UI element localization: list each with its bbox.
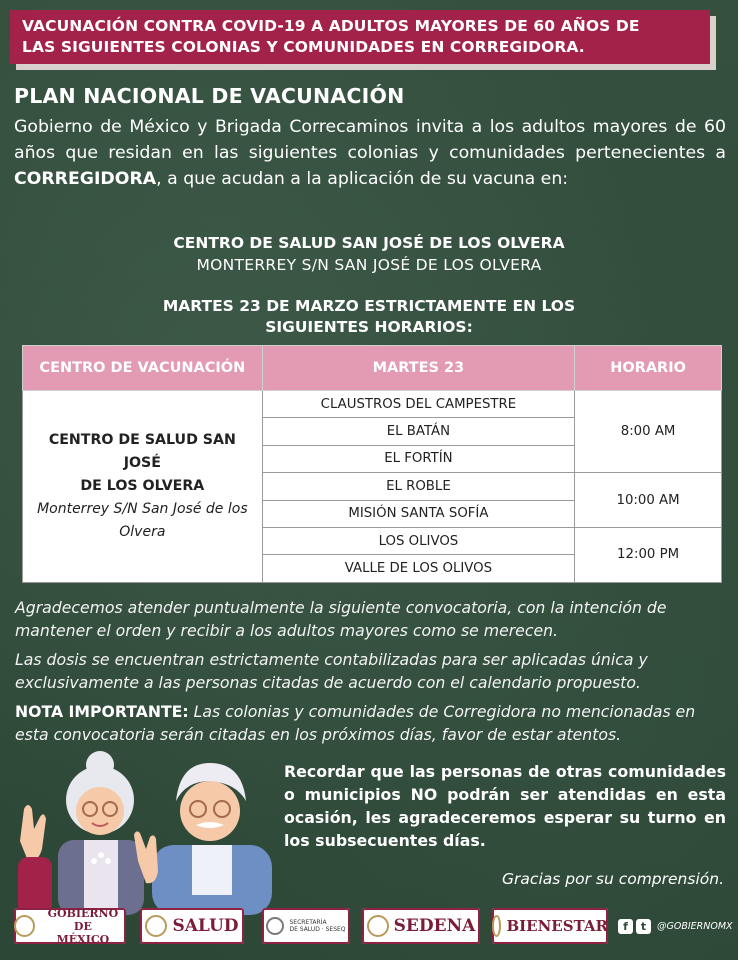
community-cell: EL BATÁN (262, 418, 574, 445)
banner-line-2: LAS SIGUIENTES COLONIAS Y COMUNIDADES EN CORREGIDORA. (22, 38, 585, 56)
reminder-paragraph: Recordar que las personas de otras comunidades o municipios NO podrán ser atendidas en esta ocasión, les agradeceremos esperar su turno en los subsecuentes días. (284, 762, 726, 850)
social-links (618, 919, 733, 934)
community-cell: LOS OLIVOS (262, 527, 574, 554)
bienestar-logo-text: BIENESTAR (506, 917, 608, 935)
center-cell-name-2: DE LOS OLVERA (80, 477, 205, 494)
twitter-icon[interactable]: t (636, 919, 651, 934)
eagle-seal-icon (14, 915, 35, 937)
social-handle[interactable]: @GOBIERNOMX (657, 921, 733, 932)
note-paragraph (15, 700, 727, 746)
gob-logo-line-2: MÉXICO (56, 932, 110, 946)
community-cell: VALLE DE LOS OLIVOS (262, 555, 574, 582)
center-name: CENTRO DE SALUD SAN JOSÉ DE LOS OLVERA (173, 234, 565, 252)
community-cell: EL ROBLE (262, 473, 574, 500)
table-row (23, 391, 722, 418)
date-heading-line-1: MARTES 23 DE MARZO ESTRICTAMENTE EN LOS (162, 297, 576, 315)
gobierno-de-mexico-logo (14, 908, 126, 944)
note-label: NOTA IMPORTANTE: (15, 702, 189, 721)
thanks-paragraph: Agradecemos atender puntualmente la siguiente convocatoria, con la intención de mantener el orden y recibir a los adultos mayores como se merecen. (15, 598, 667, 640)
doses-paragraph: Las dosis se encuentran estrictamente contabilizadas para ser aplicadas única y exclusivamente a las personas citadas de acuerdo con el calendario propuesto. (15, 650, 648, 692)
intro-text-before: Gobierno de México y Brigada Correcaminos invita a los adultos mayores de 60 años que residan en las siguientes colonias y comunidades pertenecientes a (14, 117, 726, 163)
closing-thanks: Gracias por su comprensión. (502, 870, 724, 888)
table-header-row (23, 346, 722, 391)
time-cell: 10:00 AM (575, 473, 722, 528)
facebook-icon[interactable]: f (618, 919, 633, 934)
schedule-table (22, 345, 722, 583)
center-cell (23, 391, 263, 583)
center-cell-address-1: Monterrey S/N San José de los (37, 500, 248, 517)
community-cell: MISIÓN SANTA SOFÍA (262, 500, 574, 527)
center-cell-name-1: CENTRO DE SALUD SAN JOSÉ (48, 431, 236, 471)
date-heading-line-2: SIGUIENTES HORARIOS: (265, 318, 473, 336)
eagle-seal-icon (367, 915, 389, 937)
salud-logo-text: SALUD (172, 916, 239, 936)
intro-text-after: , a que acudan a la aplicación de su vacuna en: (156, 169, 569, 189)
header-day: MARTES 23 (262, 346, 574, 391)
grandmother-figure (18, 751, 144, 915)
time-cell: 8:00 AM (575, 391, 722, 473)
intro-bold-municipality: CORREGIDORA (14, 169, 157, 189)
sedena-logo-text: SEDENA (393, 916, 476, 936)
seseq-logo (262, 908, 350, 944)
header-time: HORARIO (575, 346, 722, 391)
grandfather-figure (134, 763, 272, 915)
intro-paragraph (14, 114, 726, 192)
salud-logo (140, 908, 244, 944)
eagle-seal-icon (145, 915, 167, 937)
time-cell: 12:00 PM (575, 527, 722, 582)
seseq-logo-line-1: SECRETARÍA (289, 919, 327, 926)
elderly-couple-illustration (10, 745, 290, 915)
title-banner (10, 10, 710, 64)
footer-logos (0, 905, 738, 960)
header-center: CENTRO DE VACUNACIÓN (23, 346, 263, 391)
sedena-logo (362, 908, 480, 944)
eagle-seal-icon (492, 915, 501, 937)
seseq-logo-line-2: DE SALUD · SESEQ (289, 926, 346, 933)
gob-logo-line-1: GOBIERNO DE (47, 906, 119, 933)
bienestar-logo (492, 908, 608, 944)
community-cell: CLAUSTROS DEL CAMPESTRE (262, 391, 574, 418)
banner-line-1: VACUNACIÓN CONTRA COVID-19 A ADULTOS MAYORES DE 60 AÑOS DE (22, 17, 640, 35)
date-heading (0, 296, 738, 338)
community-cell: EL FORTÍN (262, 445, 574, 472)
queretaro-seal-icon (266, 917, 284, 935)
note-text: Las colonias y comunidades de Corregidora no mencionadas en esta convocatoria serán citadas en los próximos días, favor de estar atentos. (15, 702, 696, 744)
center-cell-address-2: Olvera (119, 523, 166, 540)
center-address: MONTERREY S/N SAN JOSÉ DE LOS OLVERA (196, 256, 542, 274)
plan-title: PLAN NACIONAL DE VACUNACIÓN (14, 84, 405, 108)
